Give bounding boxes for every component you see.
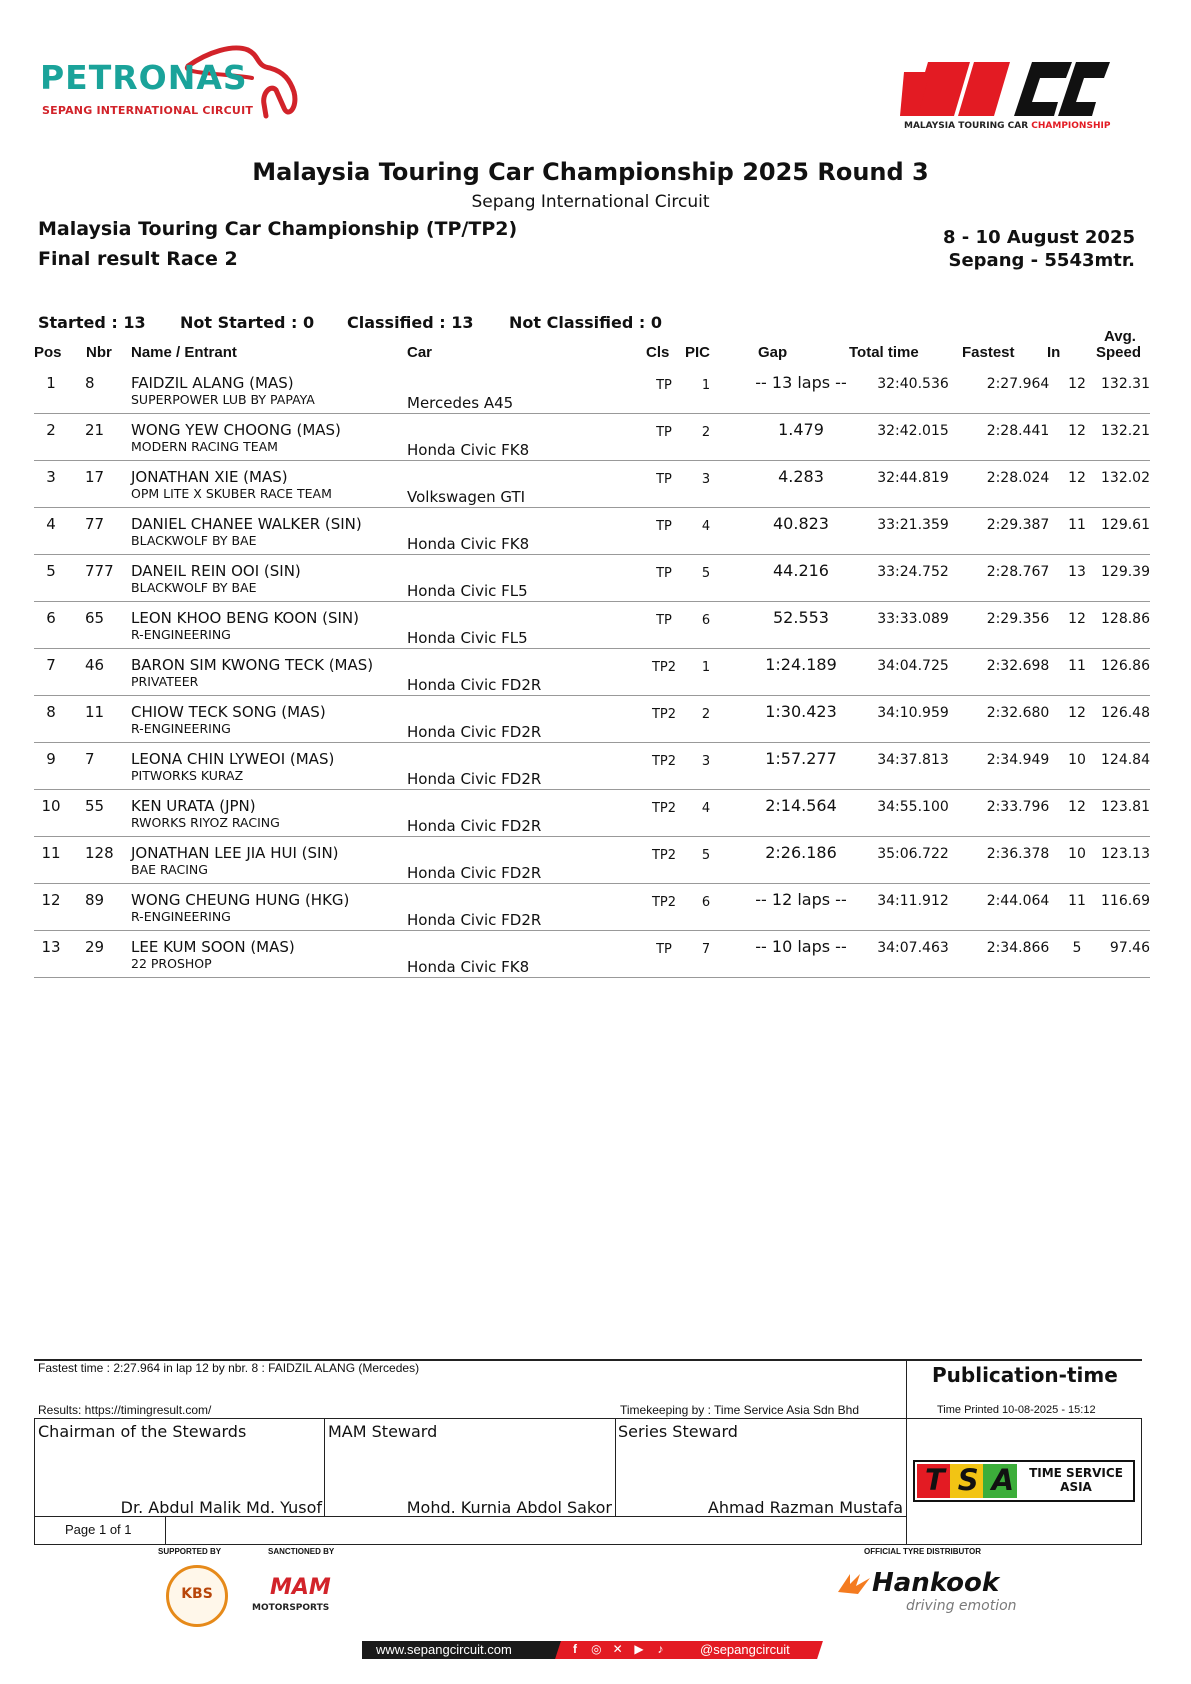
table-row [34, 930, 1150, 978]
row-class: TP [656, 942, 672, 957]
row-car: Honda Civic FK8 [407, 958, 530, 976]
page-number: Page 1 of 1 [65, 1522, 132, 1537]
row-pic: 3 [701, 754, 711, 769]
row-avg-speed: 132.31 [1101, 376, 1150, 392]
stat-not-started: Not Started : 0 [180, 313, 315, 332]
tyre-distributor-label: OFFICIAL TYRE DISTRIBUTOR [864, 1547, 982, 1556]
row-entrant: MODERN RACING TEAM [131, 439, 278, 454]
row-entrant: R-ENGINEERING [131, 721, 231, 736]
row-fastest: 2:27.964 [986, 376, 1050, 392]
table-row [34, 695, 1150, 743]
hankook-wordmark: Hankook [872, 1568, 1000, 1598]
row-pic: 5 [701, 566, 711, 581]
row-avg-speed: 126.48 [1101, 705, 1150, 721]
row-avg-speed: 128.86 [1101, 611, 1150, 627]
footer-right-rule [1141, 1418, 1142, 1544]
row-in-lap: 11 [1068, 517, 1086, 533]
tiktok-icon[interactable]: ♪ [657, 1642, 664, 1656]
row-nbr: 46 [85, 656, 105, 674]
row-avg-speed: 123.13 [1101, 846, 1150, 862]
col-name: Name / Entrant [131, 344, 237, 361]
row-driver: JONATHAN XIE (MAS) [131, 468, 288, 486]
row-pos: 12 [41, 891, 61, 909]
chairman-label: Chairman of the Stewards [38, 1422, 247, 1441]
row-class: TP [656, 425, 672, 440]
row-total-time: 33:33.089 [877, 611, 949, 627]
x-icon[interactable]: ✕ [612, 1642, 623, 1656]
row-total-time: 34:10.959 [877, 705, 949, 721]
hankook-flame-icon [836, 1572, 872, 1596]
row-car: Honda Civic FD2R [407, 864, 542, 882]
row-in-lap: 10 [1068, 846, 1086, 862]
row-class: TP [656, 472, 672, 487]
row-entrant: RWORKS RIYOZ RACING [131, 815, 280, 830]
tsa-letters: TSA [925, 1463, 1028, 1497]
sanctioned-by-label: SANCTIONED BY [268, 1547, 335, 1556]
row-entrant: 22 PROSHOP [131, 956, 212, 971]
mtcc-subtitle-black: MALAYSIA TOURING CAR [904, 121, 1029, 131]
row-class: TP [656, 378, 672, 393]
row-entrant: SUPERPOWER LUB BY PAPAYA [131, 392, 315, 407]
mam-steward-name: Mohd. Kurnia Abdol Sakor [406, 1498, 612, 1517]
row-fastest: 2:33.796 [986, 799, 1050, 815]
row-entrant: BLACKWOLF BY BAE [131, 580, 257, 595]
row-pos: 4 [46, 515, 56, 533]
timekeeping: Timekeeping by : Time Service Asia Sdn Bhd [620, 1403, 860, 1417]
row-fastest: 2:29.387 [986, 517, 1050, 533]
table-row [34, 601, 1150, 649]
row-gap: 1:57.277 [765, 749, 837, 768]
venue: Sepang International Circuit [471, 192, 710, 212]
row-nbr: 55 [85, 797, 105, 815]
row-in-lap: 5 [1072, 940, 1082, 956]
row-in-lap: 12 [1068, 705, 1086, 721]
table-row [34, 507, 1150, 555]
stat-classified: Classified : 13 [347, 313, 474, 332]
row-pos: 5 [46, 562, 56, 580]
row-pic: 3 [701, 472, 711, 487]
row-car: Mercedes A45 [407, 394, 514, 412]
row-in-lap: 12 [1068, 799, 1086, 815]
row-gap: 4.283 [778, 467, 824, 486]
row-pos: 11 [41, 844, 61, 862]
row-total-time: 32:44.819 [877, 470, 949, 486]
row-pic: 4 [701, 519, 711, 534]
table-row [34, 836, 1150, 884]
row-nbr: 17 [85, 468, 105, 486]
row-driver: CHIOW TECK SONG (MAS) [131, 703, 326, 721]
stat-not-classified: Not Classified : 0 [509, 313, 662, 332]
instagram-icon[interactable]: ◎ [591, 1642, 602, 1656]
row-driver: LEON KHOO BENG KOON (SIN) [131, 609, 359, 627]
row-total-time: 33:24.752 [877, 564, 949, 580]
row-avg-speed: 126.86 [1101, 658, 1150, 674]
table-row [34, 554, 1150, 602]
row-avg-speed: 116.69 [1101, 893, 1150, 909]
row-driver: DANEIL REIN OOI (SIN) [131, 562, 301, 580]
table-row [34, 883, 1150, 931]
result-title: Final result Race 2 [38, 248, 238, 270]
table-row [34, 413, 1150, 461]
row-pic: 6 [701, 895, 711, 910]
page-title: Malaysia Touring Car Championship 2025 Round 3 [252, 158, 929, 186]
row-car: Honda Civic FL5 [407, 629, 528, 647]
row-car: Honda Civic FK8 [407, 535, 530, 553]
row-in-lap: 10 [1068, 752, 1086, 768]
row-total-time: 32:40.536 [877, 376, 949, 392]
row-nbr: 89 [85, 891, 105, 909]
col-speed-1: Avg. [1104, 328, 1136, 345]
row-fastest: 2:29.356 [986, 611, 1050, 627]
row-in-lap: 12 [1068, 376, 1086, 392]
mam-logo-text: MAM [270, 1575, 331, 1600]
publication-divider [906, 1359, 907, 1544]
page-divider [165, 1516, 166, 1544]
row-driver: BARON SIM KWONG TECK (MAS) [131, 656, 374, 674]
row-class: TP2 [651, 801, 677, 816]
website-bar [362, 1641, 564, 1659]
row-nbr: 8 [85, 374, 95, 392]
row-in-lap: 11 [1068, 893, 1086, 909]
row-entrant: PITWORKS KURAZ [131, 768, 244, 783]
hankook-tagline: driving emotion [906, 1598, 1017, 1614]
row-class: TP [656, 519, 672, 534]
row-nbr: 29 [85, 938, 105, 956]
row-gap: 1:30.423 [765, 702, 837, 721]
row-fastest: 2:36.378 [986, 846, 1050, 862]
row-pic: 6 [701, 613, 711, 628]
row-avg-speed: 129.39 [1101, 564, 1150, 580]
row-pic: 2 [701, 707, 711, 722]
row-driver: KEN URATA (JPN) [131, 797, 256, 815]
tsa-logo [913, 1460, 1135, 1502]
kbs-logo-text: KBS [181, 1586, 213, 1602]
event-dates: 8 - 10 August 2025 [943, 227, 1135, 248]
row-total-time: 34:07.463 [877, 940, 949, 956]
col-pos: Pos [34, 344, 62, 361]
row-total-time: 32:42.015 [877, 423, 949, 439]
row-pic: 5 [701, 848, 711, 863]
row-entrant: OPM LITE X SKUBER RACE TEAM [131, 486, 332, 501]
table-row [34, 742, 1150, 790]
row-car: Honda Civic FD2R [407, 817, 542, 835]
row-driver: LEE KUM SOON (MAS) [131, 938, 295, 956]
facebook-icon[interactable]: f [573, 1642, 577, 1656]
row-pos: 1 [46, 374, 56, 392]
row-class: TP2 [651, 707, 677, 722]
petronas-wordmark: PETRONAS [40, 58, 248, 97]
event-name: Malaysia Touring Car Championship (TP/TP2) [38, 218, 518, 240]
chairman-name: Dr. Abdul Malik Md. Yusof [120, 1498, 322, 1517]
row-pic: 1 [701, 378, 711, 393]
row-driver: LEONA CHIN LYWEOI (MAS) [131, 750, 335, 768]
row-gap: 1.479 [778, 420, 824, 439]
social-handle[interactable]: @sepangcircuit [700, 1642, 790, 1657]
row-nbr: 77 [85, 515, 105, 533]
website-url[interactable]: www.sepangcircuit.com [376, 1642, 512, 1657]
social-icons [566, 1642, 669, 1656]
row-in-lap: 11 [1068, 658, 1086, 674]
row-driver: WONG YEW CHOONG (MAS) [131, 421, 341, 439]
mtcc-subtitle [904, 121, 1110, 131]
row-total-time: 34:37.813 [877, 752, 949, 768]
youtube-icon[interactable]: ▶ [634, 1642, 644, 1656]
row-total-time: 33:21.359 [877, 517, 949, 533]
row-entrant: BLACKWOLF BY BAE [131, 533, 257, 548]
row-car: Honda Civic FK8 [407, 441, 530, 459]
row-fastest: 2:28.767 [986, 564, 1050, 580]
row-fastest: 2:28.441 [986, 423, 1050, 439]
series-steward-label: Series Steward [618, 1422, 738, 1441]
row-total-time: 34:55.100 [877, 799, 949, 815]
mam-logo [250, 1575, 360, 1617]
row-gap: 40.823 [773, 514, 829, 533]
row-gap: 1:24.189 [765, 655, 837, 674]
row-nbr: 21 [85, 421, 105, 439]
row-in-lap: 12 [1068, 423, 1086, 439]
tsa-text-2: ASIA [1060, 1480, 1092, 1494]
row-gap: 52.553 [773, 608, 829, 627]
row-fastest: 2:32.680 [986, 705, 1050, 721]
row-pos: 6 [46, 609, 56, 627]
row-pic: 7 [701, 942, 711, 957]
row-nbr: 11 [85, 703, 105, 721]
kbs-logo [166, 1565, 228, 1627]
row-gap: -- 10 laps -- [755, 937, 847, 956]
footer-left-rule [34, 1418, 35, 1544]
tsa-text-1: TIME SERVICE [1029, 1466, 1123, 1480]
row-pos: 9 [46, 750, 56, 768]
table-row [34, 648, 1150, 696]
row-pic: 1 [701, 660, 711, 675]
row-car: Honda Civic FD2R [407, 770, 542, 788]
mtcc-logo-icon [900, 58, 1110, 120]
row-avg-speed: 123.81 [1101, 799, 1150, 815]
row-driver: FAIDZIL ALANG (MAS) [131, 374, 294, 392]
fastest-time: Fastest time : 2:27.964 in lap 12 by nbr. 8 : FAIDZIL ALANG (Mercedes) [38, 1361, 420, 1375]
row-car: Volkswagen GTI [407, 488, 526, 506]
row-fastest: 2:32.698 [986, 658, 1050, 674]
row-car: Honda Civic FD2R [407, 676, 542, 694]
row-class: TP2 [651, 660, 677, 675]
supported-by-label: SUPPORTED BY [158, 1547, 222, 1556]
row-entrant: PRIVATEER [131, 674, 199, 689]
row-nbr: 777 [85, 562, 114, 580]
row-car: Honda Civic FL5 [407, 582, 528, 600]
row-total-time: 35:06.722 [877, 846, 949, 862]
time-printed: Time Printed 10-08-2025 - 15:12 [937, 1404, 1096, 1416]
hankook-logo [836, 1570, 1036, 1620]
col-cls: Cls [646, 344, 670, 361]
row-in-lap: 12 [1068, 611, 1086, 627]
row-avg-speed: 129.61 [1101, 517, 1150, 533]
row-class: TP2 [651, 895, 677, 910]
row-avg-speed: 97.46 [1109, 940, 1150, 956]
row-in-lap: 12 [1068, 470, 1086, 486]
footer-bottom-rule [34, 1544, 1142, 1545]
row-pos: 7 [46, 656, 56, 674]
petronas-subtitle: SEPANG INTERNATIONAL CIRCUIT [42, 104, 254, 117]
col-in: In [1047, 344, 1061, 361]
table-row [34, 460, 1150, 508]
row-in-lap: 13 [1068, 564, 1086, 580]
row-pic: 4 [701, 801, 711, 816]
row-pic: 2 [701, 425, 711, 440]
row-fastest: 2:34.949 [986, 752, 1050, 768]
row-car: Honda Civic FD2R [407, 911, 542, 929]
row-entrant: R-ENGINEERING [131, 909, 231, 924]
row-entrant: BAE RACING [131, 862, 208, 877]
row-fastest: 2:28.024 [986, 470, 1050, 486]
row-pos: 3 [46, 468, 56, 486]
col-car: Car [407, 344, 433, 361]
row-gap: -- 12 laps -- [755, 890, 847, 909]
row-gap: 2:26.186 [765, 843, 837, 862]
col-gap: Gap [758, 344, 788, 361]
row-class: TP2 [651, 848, 677, 863]
row-fastest: 2:34.866 [986, 940, 1050, 956]
row-entrant: R-ENGINEERING [131, 627, 231, 642]
row-pos: 8 [46, 703, 56, 721]
row-gap: 44.216 [773, 561, 829, 580]
row-class: TP2 [651, 754, 677, 769]
row-avg-speed: 132.02 [1101, 470, 1150, 486]
row-driver: JONATHAN LEE JIA HUI (SIN) [131, 844, 339, 862]
row-nbr: 128 [85, 844, 114, 862]
row-fastest: 2:44.064 [986, 893, 1050, 909]
row-gap: 2:14.564 [765, 796, 837, 815]
steward-top-rule [34, 1418, 1142, 1419]
col-total-time: Total time [849, 344, 919, 361]
publication-time: Publication-time [932, 1363, 1118, 1387]
col-pic: PIC [685, 344, 711, 361]
row-avg-speed: 124.84 [1101, 752, 1150, 768]
mtcc-subtitle-red: CHAMPIONSHIP [1031, 121, 1111, 131]
row-nbr: 7 [85, 750, 95, 768]
row-class: TP [656, 566, 672, 581]
series-steward-name: Ahmad Razman Mustafa [707, 1498, 903, 1517]
col-nbr: Nbr [86, 344, 112, 361]
table-row [34, 366, 1150, 414]
row-pos: 13 [41, 938, 61, 956]
mam-logo-sub: MOTORSPORTS [252, 1603, 330, 1613]
row-nbr: 65 [85, 609, 105, 627]
row-total-time: 34:11.912 [877, 893, 949, 909]
row-avg-speed: 132.21 [1101, 423, 1150, 439]
stat-started: Started : 13 [38, 313, 146, 332]
row-class: TP [656, 613, 672, 628]
table-row [34, 789, 1150, 837]
row-pos: 2 [46, 421, 56, 439]
results-url: Results: https://timingresult.com/ [38, 1403, 212, 1417]
row-total-time: 34:04.725 [877, 658, 949, 674]
col-fastest: Fastest [962, 344, 1015, 361]
row-gap: -- 13 laps -- [755, 373, 847, 392]
row-driver: WONG CHEUNG HUNG (HKG) [131, 891, 350, 909]
circuit-length: Sepang - 5543mtr. [948, 250, 1135, 271]
row-driver: DANIEL CHANEE WALKER (SIN) [131, 515, 362, 533]
col-speed-2: Speed [1096, 344, 1142, 361]
mam-steward-label: MAM Steward [328, 1422, 438, 1441]
row-pos: 10 [41, 797, 61, 815]
row-car: Honda Civic FD2R [407, 723, 542, 741]
